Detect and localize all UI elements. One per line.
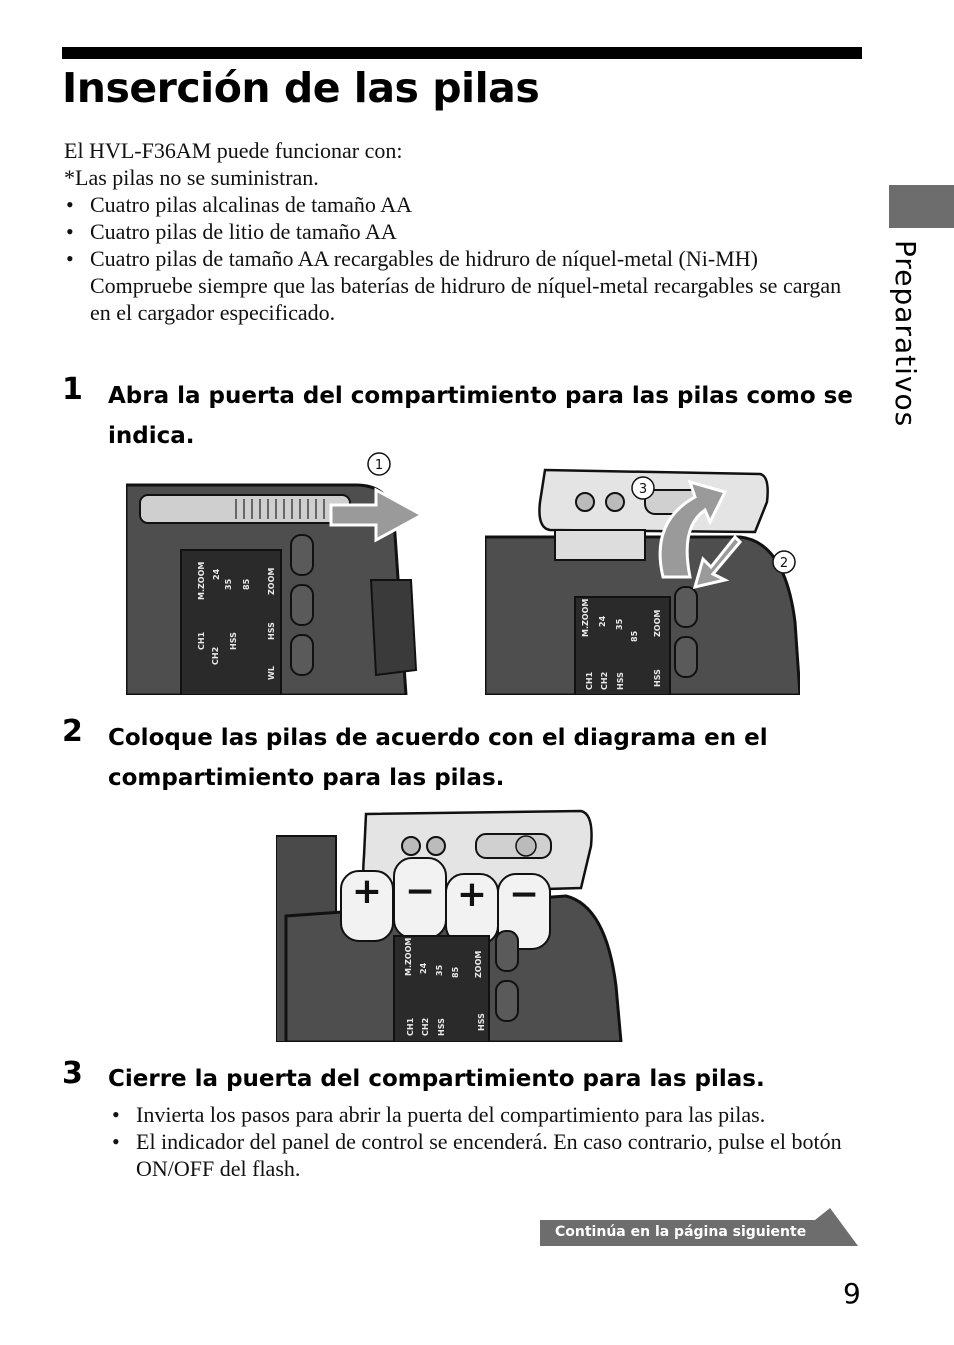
label-hss: HSS <box>653 669 662 687</box>
label-hss: HSS <box>616 672 625 690</box>
charging-note: Compruebe siempre que las baterías de hidruro de níquel-metal recargables se cargan en el cargador especificado. <box>90 273 842 325</box>
step-3-bullet-list <box>110 1101 860 1182</box>
list-item: • Cuatro pilas de tamaño AA recargables de hidruro de níquel-metal (Ni-MH) <box>64 245 864 272</box>
intro-footnote: *Las pilas no se suministran. <box>64 165 319 190</box>
polarity-plus-1: + <box>351 871 383 912</box>
label-35: 35 <box>615 618 624 630</box>
label-zoom: ZOOM <box>474 950 483 978</box>
figure-open-latch <box>126 450 426 695</box>
step-3-notes <box>110 1101 860 1182</box>
page-number: 9 <box>843 1277 861 1310</box>
step-1-text: Abra la puerta del compartimiento para las pilas como se indica. <box>108 383 853 449</box>
battery-type-list <box>64 191 864 272</box>
step-3-number: 3 <box>62 1056 83 1091</box>
label-hss: HSS <box>477 1013 486 1031</box>
continue-next-page-banner <box>540 1208 860 1248</box>
step-2-number: 2 <box>62 714 83 749</box>
figure-open-door <box>485 462 800 695</box>
callout-1: 1 <box>374 458 384 473</box>
label-ch2: CH2 <box>211 646 220 665</box>
header-rule <box>62 47 862 59</box>
callout-3: 3 <box>638 482 648 497</box>
label-hss: HSS <box>229 632 238 650</box>
section-tab-marker <box>889 185 954 228</box>
polarity-minus-1: − <box>404 871 436 912</box>
label-mzoom: M.ZOOM <box>404 937 413 976</box>
page-title: Inserción de las pilas <box>62 64 540 112</box>
list-item: • El indicador del panel de control se encenderá. En caso contrario, pulse el botón ON/OFF del flash. <box>110 1128 860 1182</box>
figure-insert-batteries <box>276 806 624 1042</box>
section-tab-label: Preparativos <box>889 240 922 428</box>
label-ch1: CH1 <box>197 631 206 650</box>
label-mzoom: M.ZOOM <box>581 598 590 637</box>
polarity-plus-2: + <box>456 874 488 915</box>
label-85: 85 <box>242 578 251 590</box>
intro-line: El HVL-F36AM puede funcionar con: <box>64 138 403 163</box>
step-2-text: Coloque las pilas de acuerdo con el diagrama en el compartimiento para las pilas. <box>108 725 768 791</box>
label-35: 35 <box>224 578 233 590</box>
label-zoom: ZOOM <box>653 609 662 637</box>
label-ch1: CH1 <box>406 1017 415 1036</box>
label-hss: HSS <box>267 622 276 640</box>
label-zoom: ZOOM <box>267 567 276 595</box>
label-24: 24 <box>598 615 607 627</box>
label-85: 85 <box>630 630 639 642</box>
callout-2: 2 <box>779 556 789 571</box>
label-hss: HSS <box>437 1018 446 1036</box>
step-1-number: 1 <box>62 372 83 407</box>
polarity-minus-2: − <box>508 874 540 915</box>
continue-label: Continúa en la página siguiente <box>555 1224 807 1240</box>
label-ch2: CH2 <box>421 1017 430 1036</box>
label-24: 24 <box>419 962 428 974</box>
intro-text <box>64 137 864 326</box>
list-item: • Cuatro pilas alcalinas de tamaño AA <box>64 191 864 218</box>
label-35: 35 <box>435 964 444 976</box>
label-ch2: CH2 <box>600 671 609 690</box>
label-24: 24 <box>212 568 221 580</box>
list-item: • Cuatro pilas de litio de tamaño AA <box>64 218 864 245</box>
step-3-text: Cierre la puerta del compartimiento para las pilas. <box>108 1066 765 1092</box>
list-item: • Invierta los pasos para abrir la puerta del compartimiento para las pilas. <box>110 1101 860 1128</box>
label-wl: WL <box>267 666 276 680</box>
label-85: 85 <box>451 966 460 978</box>
label-ch1: CH1 <box>585 671 594 690</box>
label-mzoom: M.ZOOM <box>197 561 206 600</box>
